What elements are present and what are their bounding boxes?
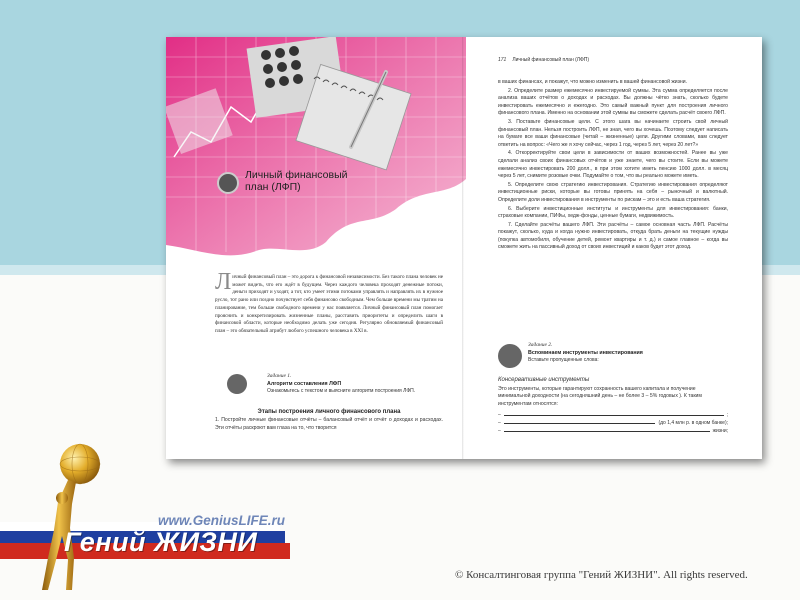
task-1-label: Задание 1.: [267, 373, 292, 379]
paragraph: 3. Поставьте финансовые цели. С этого шага вы начинаете строить свой личный финансовый план. Нельзя построить ЛФП, не зная, чего вы хочешь. Поэтому следует написать на бумаге все ваши финансовые (читай – жизненные) цели. Другими словами, вам следует ответить на вопрос: «Чего же я хочу сейчас, через 1 год, через 5 лет, через 20 лет?»: [498, 118, 728, 148]
section-text: 1. Постройте личные финансовые отчёты – балансовый отчёт и отчёт о доходах и расходах. Эти отчёты раскроют вам глаза на то, что творится: [215, 417, 443, 431]
intro-text: ичный финансовый план – это дорога к финансовой независимости. Без такого плана человек не может видеть, что его ждёт в будущем. Через каждого человека проходят денежные потоки, деньги приходят и уходят, а тот, кто умеет этими потоками управлять и направлять их в нужное русло, тот рано или поздно почувствует себя финансово свободным. Чем больше времени мы тратим на планирование, тем больше свободного времени у нас появляется. Личный финансовый план помогает прояснить и конкретизировать жизненные планы, расставить приоритеты и определить шаги в финансовой области, которые необходимо делать уже сегодня. Регулярно обновляемый финансовый план – это обязательный атрибут любого успешного человека в XXI в.: [215, 274, 443, 334]
fill-line-prefix: –: [498, 428, 501, 434]
question-icon: [227, 374, 247, 394]
running-head: [498, 57, 589, 63]
paragraph: 7. Сделайте расчёты вашего ЛФП. Эти расчёты – самое основная часть ЛФП. Расчёты покажут, сколько, куда и когда нужно инвестировать, откуда брать деньги на текущие нужды (покупка автомобиля, обучение детей, ремонт квартиры и т. д.) и самое главное – когда вы сможете жить на пассивный доход от своих инвестиций и каков будет этот доход.: [498, 221, 728, 251]
fill-line-suffix: жизни;: [712, 428, 728, 434]
blank-rule: [504, 431, 710, 432]
task-2-name: Вспоминаем инструменты инвестирования: [528, 350, 643, 356]
page-number: 171: [498, 57, 507, 63]
task-2-label: Задание 2.: [528, 342, 553, 348]
fill-line-prefix: –: [498, 412, 501, 418]
chapter-heading: [215, 168, 355, 201]
fill-line: [498, 410, 728, 418]
fill-line-suffix: (до 1,4 млн р. в одном банке);: [658, 420, 728, 426]
paragraph: 5. Определите свою стратегию инвестирования. Стратегию инвестирования определяют инвестиционные риски, которые вы готовы принять на себя – рыночный и валютный. Определите доли инвестирования в инструменты по рискам – это и есть ваша стратегия.: [498, 181, 728, 203]
conservative-section: [498, 377, 728, 408]
section-title: Этапы построения личного финансового плана: [257, 409, 401, 415]
running-head-title: Личный финансовый план (ЛФП): [512, 57, 590, 63]
blank-rule: [504, 415, 724, 416]
fill-line: [498, 418, 728, 426]
chapter-title: Личный финансовый план (ЛФП): [245, 169, 348, 193]
fill-line-suffix: ;: [726, 412, 728, 418]
blank-rule: [504, 423, 656, 424]
intro-paragraph: [215, 269, 443, 336]
paragraph: 2. Определите размер ежемесячно инвестируемой суммы. Эта сумма определяется после анализа ваших отчётов о доходах и расходах. Вы должны чётко знать, сколько будете инвестировать ежемесячно и ежегодно. Это самый важный пункт для построения личного финансового плана. Именно на основании этой суммы вы сможете сделать расчёт своего ЛФП.: [498, 87, 728, 117]
paragraph: в ваших финансах, и покажут, что можно изменить в вашей финансовой жизни.: [498, 79, 688, 85]
right-page: [464, 37, 762, 459]
task-1-description: Ознакомьтесь с текстом и выясните алгоритм построения ЛФП.: [267, 388, 416, 394]
magnifier-icon: [217, 172, 239, 194]
task-1-box: [215, 373, 443, 403]
fill-in-lines: [498, 410, 728, 434]
question-icon: [498, 344, 522, 368]
fill-line-prefix: –: [498, 420, 501, 426]
copyright: © Консалтинговая группа "Гений ЖИЗНИ". All rights reserved.: [455, 569, 748, 581]
right-body: [498, 79, 728, 253]
fill-line: [498, 426, 728, 434]
dropcap: Л: [215, 269, 232, 295]
task-1-name: Алгоритм составления ЛФП: [267, 381, 342, 387]
site-url: www.GeniusLIFE.ru: [158, 513, 286, 528]
golden-statue-icon: [18, 440, 108, 600]
paragraph: 4. Откорректируйте свои цели в зависимости от ваших возможностей. Ранее вы уже сделали анализ своих финансовых отчётов и уже знаете, чего вы стоите. Если вы можете ежемесячно инвестировать 200 долл., в при этом хотите иметь пенсию 1000 долл. в месяц через 5 лет, снимите розовые очки. Подумайте о том, что вы реально можете иметь.: [498, 150, 728, 180]
task-2-description: Вставьте пропущенные слова:: [528, 357, 599, 363]
task-2-box: [498, 342, 728, 374]
conservative-title: Консервативные инструменты: [498, 377, 590, 383]
conservative-text: Это инструменты, которые гарантируют сохранность вашего капитала и получение минимальной доходности (на сегодняшний день – не более 3 – 5% годовых ). К таким инструментам относятся:: [498, 385, 702, 407]
book-spread: [166, 37, 762, 459]
left-page: [166, 37, 464, 459]
brand-name: Гений ЖИЗНИ: [64, 527, 258, 557]
paragraph: 6. Выберите инвестиционные институты и инструменты для инвестирования: банки, страховые компании, ПИФы, хедж-фонды, ценные бумаги, недвижимость.: [498, 205, 728, 220]
